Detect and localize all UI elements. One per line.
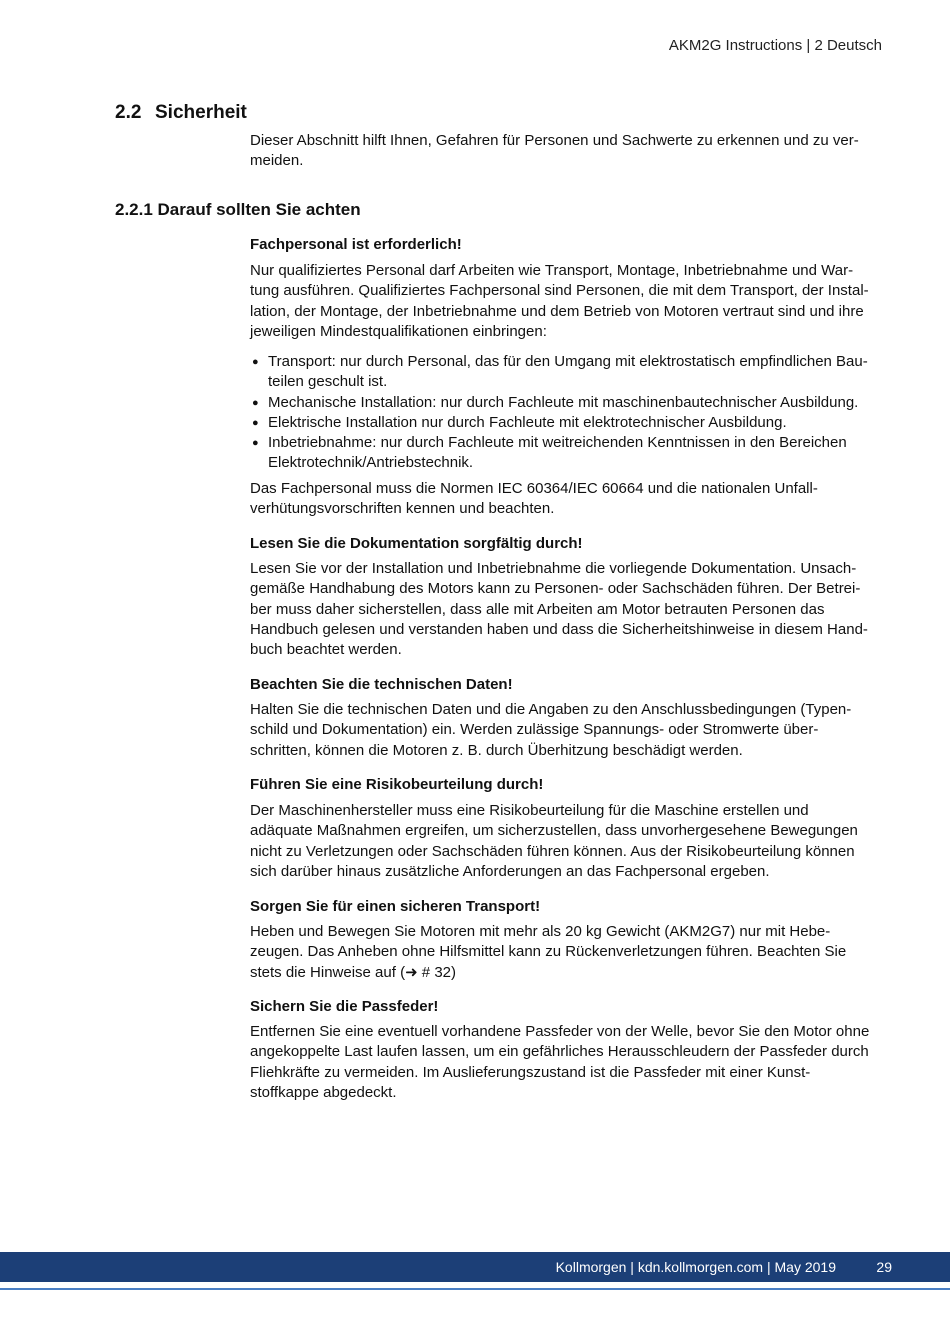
text-line: angekoppelte Last laufen lassen, um ein gefährliches Herausschleudern der Passfeder durch	[250, 1043, 869, 1061]
text-line: Handbuch gelesen und verstanden haben und dass die Sicherheitshinweise in diesem Hand-	[250, 620, 868, 638]
bullet-icon: ●	[252, 356, 259, 368]
section-title: Sicherheit	[155, 102, 247, 123]
qualification-list	[250, 352, 890, 474]
fachpersonal-paragraph	[250, 261, 890, 342]
text-line: Nur qualifiziertes Personal darf Arbeiten wie Transport, Montage, Inbetriebnahme und War-	[250, 262, 854, 279]
fachpersonal-closing	[250, 479, 890, 520]
section-intro	[250, 131, 890, 172]
dokumentation-heading: Lesen Sie die Dokumentation sorgfältig durch!	[250, 535, 583, 552]
running-header: AKM2G Instructions | 2 Deutsch	[668, 37, 882, 54]
text-line: stets die Hinweise auf (➜ # 32)	[250, 963, 456, 981]
passfeder-paragraph	[250, 1022, 890, 1103]
text-line: tung ausführen. Qualifiziertes Fachpersonal sind Personen, die mit dem Transport, der Instal-	[250, 282, 869, 300]
list-item	[250, 433, 890, 474]
section-number: 2.2	[115, 102, 142, 123]
transport-heading: Sorgen Sie für einen sicheren Transport!	[250, 898, 541, 915]
bullet-icon: ●	[252, 437, 259, 450]
footer-text: Kollmorgen | kdn.kollmorgen.com | May 2019	[555, 1259, 836, 1275]
passfeder-heading: Sichern Sie die Passfeder!	[250, 998, 439, 1015]
text-line: gemäße Handhabung des Motors kann zu Personen- oder Sachschäden führen. Der Betrei-	[250, 580, 861, 598]
text-line: zeugen. Das Anheben ohne Hilfsmittel kann zu Rückenverletzungen führen. Beachten Sie	[250, 943, 847, 961]
text-line: Der Maschinenhersteller muss eine Risikobeurteilung für die Maschine erstellen und	[250, 802, 809, 819]
text-line: schritten, können die Motoren z. B. durch Überhitzung beschädigt werden.	[250, 741, 743, 759]
text-line: Transport: nur durch Personal, das für den Umgang mit elektrostatisch empfindlichen Bau-	[268, 353, 868, 370]
text-line: stoffkappe abgedeckt.	[250, 1083, 397, 1101]
risiko-paragraph	[250, 801, 890, 882]
text-line: Mechanische Installation: nur durch Fachleute mit maschinenbautechnischer Ausbildung.	[268, 393, 859, 411]
text-line: Elektrotechnik/Antriebstechnik.	[268, 454, 474, 472]
text-line: Elektrische Installation nur durch Fachleute mit elektrotechnischer Ausbildung.	[268, 413, 787, 431]
text-line: meiden.	[250, 152, 304, 170]
text-line: ber muss daher sicherstellen, dass alle mit Arbeiten am Motor betrauten Personen das	[250, 600, 825, 618]
text-line: verhütungsvorschriften kennen und beachten.	[250, 500, 555, 518]
footer-divider	[0, 1288, 950, 1290]
technische-daten-paragraph	[250, 700, 890, 761]
text-line: schild und Dokumentation) ein. Werden zulässige Spannungs- oder Stromwerte über-	[250, 721, 819, 739]
text-line: sich darüber hinaus zusätzliche Anforderungen an das Fachpersonal ergeben.	[250, 862, 770, 880]
text-line: jeweiligen Mindestqualifikationen einbringen:	[250, 322, 547, 340]
text-line: buch beachtet werden.	[250, 641, 402, 659]
text-line: teilen geschult ist.	[268, 373, 388, 391]
text-line: nicht zu Verletzungen oder Sachschäden führen können. Aus der Risikobeurteilung können	[250, 842, 855, 860]
page-number: 29	[876, 1259, 892, 1275]
footer-bar	[0, 1252, 950, 1282]
dokumentation-paragraph	[250, 559, 890, 660]
text-line: Dieser Abschnitt hilft Ihnen, Gefahren für Personen und Sachwerte zu erkennen und zu ver-	[250, 132, 859, 149]
section-heading	[115, 102, 247, 124]
text-line: lation, der Montage, der Inbetriebnahme und dem Betrieb von Motoren vertraut sind und ihre	[250, 302, 864, 320]
list-item	[250, 393, 890, 413]
bullet-icon: ●	[252, 416, 259, 429]
bullet-icon: ●	[252, 396, 259, 409]
text-line: Lesen Sie vor der Installation und Inbetriebnahme die vorliegende Dokumentation. Unsach-	[250, 560, 857, 577]
list-item	[250, 413, 890, 433]
text-line: Heben und Bewegen Sie Motoren mit mehr als 20 kg Gewicht (AKM2G7) nur mit Hebe-	[250, 923, 831, 940]
text-line: Das Fachpersonal muss die Normen IEC 60364/IEC 60664 und die nationalen Unfall-	[250, 480, 818, 497]
transport-paragraph	[250, 922, 890, 983]
risiko-heading: Führen Sie eine Risikobeurteilung durch!	[250, 776, 544, 793]
subsection-heading: 2.2.1 Darauf sollten Sie achten	[115, 200, 361, 219]
text-line: Fliehkräfte zu vermeiden. Im Auslieferungszustand ist die Passfeder mit einer Kunst-	[250, 1063, 811, 1081]
text-line: Entfernen Sie eine eventuell vorhandene Passfeder von der Welle, bevor Sie den Motor ohne	[250, 1023, 870, 1040]
fachpersonal-heading: Fachpersonal ist erforderlich!	[250, 236, 462, 253]
text-line: Halten Sie die technischen Daten und die Angaben zu den Anschlussbedingungen (Typen-	[250, 701, 852, 718]
list-item	[250, 352, 890, 393]
text-line: Inbetriebnahme: nur durch Fachleute mit weitreichenden Kenntnissen in den Bereichen	[268, 434, 847, 452]
text-line: adäquate Maßnahmen ergreifen, um sicherzustellen, dass unvorhergesehene Bewegungen	[250, 822, 858, 840]
technische-daten-heading: Beachten Sie die technischen Daten!	[250, 676, 513, 693]
